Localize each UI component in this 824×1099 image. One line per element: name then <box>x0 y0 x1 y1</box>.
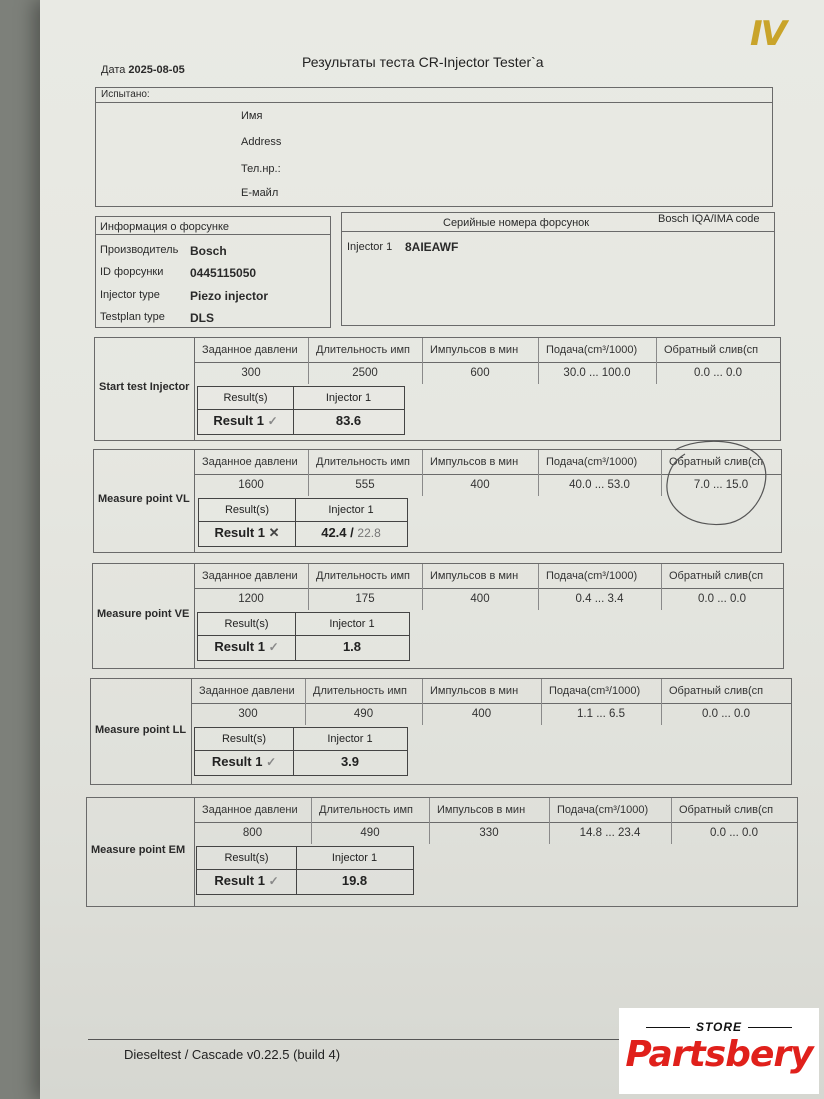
pen-circle-annotation <box>655 432 775 532</box>
serial-injector-label: Injector 1 <box>347 241 393 253</box>
testplan-type-label: Testplan type <box>100 311 165 323</box>
column-header: Обратный слив(сп <box>679 804 774 816</box>
iqa-code-title: Bosch IQA/IMA code <box>658 213 760 225</box>
results-header: Result(s) <box>197 847 296 870</box>
header-rule <box>191 703 791 704</box>
injector-header: Injector 1 <box>293 387 404 410</box>
label-divider <box>194 450 195 552</box>
label-divider <box>194 798 195 906</box>
serial-numbers-section <box>341 212 775 326</box>
column-header: Импульсов в мин <box>437 804 526 816</box>
check-icon: ✓ <box>268 874 279 888</box>
results-header: Result(s) <box>195 728 293 751</box>
delivery-value: 0.4 ... 3.4 <box>575 593 624 605</box>
backflow-value: 0.0 ... 0.0 <box>698 593 746 605</box>
label-divider <box>191 679 192 784</box>
column-header: Импульсов в мин <box>430 570 519 582</box>
tested-section <box>95 87 773 207</box>
manufacturer-value: Bosch <box>190 244 227 258</box>
date-value: 2025-08-05 <box>128 64 185 76</box>
page-title: Результаты теста CR-Injector Tester`a <box>302 54 544 70</box>
column-header: Длительность имп <box>313 685 408 697</box>
backflow-value: 0.0 ... 0.0 <box>694 367 742 379</box>
injector-header: Injector 1 <box>296 847 413 870</box>
delivery-value: 14.8 ... 23.4 <box>579 827 641 839</box>
pressure-value: 800 <box>242 827 263 839</box>
testplan-type-value: DLS <box>190 311 214 325</box>
column-header: Обратный слив(сп <box>669 570 764 582</box>
column-header: Подача(cm³/1000) <box>557 804 649 816</box>
header-rule <box>194 588 783 589</box>
pulses-value: 400 <box>471 708 492 720</box>
test-name: Measure point VE <box>97 608 190 620</box>
address-field-label: Address <box>241 136 282 148</box>
pressure-value: 1200 <box>238 593 264 605</box>
phone-field-label: Тел.нр.: <box>241 163 281 175</box>
label-divider <box>194 564 195 668</box>
result-label: Result 1 <box>211 754 263 769</box>
injector-info-title: Информация о форсунке <box>100 221 229 233</box>
result-label: Result 1 <box>214 525 266 540</box>
column-header: Импульсов в мин <box>430 685 519 697</box>
result-table <box>196 846 414 895</box>
email-field-label: E-майл <box>241 187 279 199</box>
result-value-cell <box>293 750 407 774</box>
column-header: Заданное давлени <box>202 570 298 582</box>
injector-info-section <box>95 216 331 328</box>
result-value: 3.9 <box>340 754 360 769</box>
result-table <box>194 727 408 776</box>
result-label: Result 1 <box>214 639 265 654</box>
backflow-value: 0.0 ... 0.0 <box>710 827 758 839</box>
result-label: Result 1 <box>214 873 265 888</box>
duration-value: 555 <box>355 479 375 491</box>
result-label-cell <box>198 409 293 433</box>
delivery-value: 30.0 ... 100.0 <box>563 367 631 379</box>
column-header: Обратный слив(сп <box>664 344 759 356</box>
delivery-value: 1.1 ... 6.5 <box>577 708 625 720</box>
injector-header: Injector 1 <box>295 499 407 522</box>
label-divider <box>194 338 195 440</box>
result-table <box>197 612 410 661</box>
date-label: Дата <box>101 64 126 76</box>
header-rule <box>194 362 780 363</box>
result-table <box>197 386 405 435</box>
result-label-cell <box>195 750 293 774</box>
column-header: Длительность имп <box>316 344 411 356</box>
column-header: Обратный слив(сп <box>669 456 764 468</box>
result-value: 83.6 <box>335 413 362 428</box>
footer-software: Dieseltest / Cascade v0.22.5 (build 4) <box>124 1047 341 1062</box>
column-header: Длительность имп <box>316 570 411 582</box>
test-name: Measure point LL <box>95 723 187 736</box>
brand-store-text: STORE <box>619 1020 819 1034</box>
tested-label: Испытано: <box>101 89 150 100</box>
test-name: Measure point EM <box>91 844 186 856</box>
result-table <box>198 498 408 547</box>
results-header: Result(s) <box>199 499 295 522</box>
injector-type-value: Piezo injector <box>190 289 269 303</box>
partsbery-logo <box>619 1008 819 1094</box>
column-header: Длительность имп <box>316 456 411 468</box>
column-header: Заданное давлени <box>202 804 298 816</box>
result-value-cell <box>295 635 409 659</box>
duration-value: 490 <box>360 827 380 839</box>
date-field <box>101 64 185 76</box>
backflow-value: 7.0 ... 15.0 <box>693 479 749 491</box>
result-label-cell <box>198 635 295 659</box>
column-header: Подача(cm³/1000) <box>549 685 641 697</box>
column-header: Подача(cm³/1000) <box>546 456 638 468</box>
column-header: Подача(cm³/1000) <box>546 344 638 356</box>
result-value-cell: 42.4 / 22.8 <box>321 525 381 540</box>
pulses-value: 400 <box>470 593 490 605</box>
manufacturer-label: Производитель <box>100 244 179 256</box>
pressure-value: 300 <box>241 367 261 379</box>
result-value: 42.4 <box>321 525 347 540</box>
injector-header: Injector 1 <box>293 728 407 751</box>
duration-value: 490 <box>353 708 374 720</box>
brand-name-text: Partsbery <box>625 1034 813 1075</box>
cross-icon: ✕ <box>268 525 280 540</box>
result-label-cell <box>199 521 295 545</box>
results-header: Result(s) <box>198 613 295 636</box>
test-name: Measure point VL <box>98 493 190 505</box>
pulses-value: 330 <box>479 827 499 839</box>
injector-header: Injector 1 <box>295 613 409 636</box>
result-secondary-value: 22.8 <box>357 526 381 540</box>
column-header: Обратный слив(сп <box>669 685 764 697</box>
test-block-measure-point-ll <box>90 678 792 785</box>
duration-value: 175 <box>355 593 375 605</box>
test-block-measure-point-ve <box>92 563 784 669</box>
result-value-cell <box>293 409 404 433</box>
results-header: Result(s) <box>198 387 293 410</box>
column-header: Длительность имп <box>319 804 414 816</box>
column-header: Заданное давлени <box>202 344 298 356</box>
duration-value: 2500 <box>352 367 378 379</box>
result-label: Result 1 <box>213 413 264 428</box>
pulses-value: 400 <box>470 479 490 491</box>
column-header: Импульсов в мин <box>430 456 519 468</box>
column-header: Заданное давлени <box>202 456 298 468</box>
check-icon: ✓ <box>266 755 277 769</box>
pressure-value: 1600 <box>238 479 264 491</box>
delivery-value: 40.0 ... 53.0 <box>569 479 630 491</box>
column-header: Подача(cm³/1000) <box>546 570 638 582</box>
test-block-measure-point-em <box>86 797 798 907</box>
serial-numbers-title: Серийные номера форсунок <box>443 217 590 229</box>
injector-type-label: Injector type <box>100 289 160 301</box>
test-block-start-test-injector <box>94 337 781 441</box>
injector-id-label: ID форсунки <box>100 266 164 278</box>
test-name: Start test Injector <box>99 381 190 393</box>
pressure-value: 300 <box>238 708 258 720</box>
result-value: 1.8 <box>342 639 362 654</box>
name-field-label: Имя <box>241 110 263 122</box>
backflow-value: 0.0 ... 0.0 <box>702 708 750 720</box>
result-value: 19.8 <box>341 873 368 888</box>
column-header: Импульсов в мин <box>430 344 519 356</box>
serial-injector-code: 8AIEAWF <box>405 240 459 254</box>
result-label-cell <box>197 869 296 893</box>
result-value-cell <box>296 869 413 893</box>
iv-logo: IV <box>750 14 785 54</box>
pulses-value: 600 <box>470 367 490 379</box>
check-icon: ✓ <box>267 414 278 428</box>
column-header: Заданное давлени <box>199 685 295 697</box>
check-icon: ✓ <box>268 640 279 654</box>
injector-id-value: 0445115050 <box>190 266 257 280</box>
header-rule <box>194 822 797 823</box>
